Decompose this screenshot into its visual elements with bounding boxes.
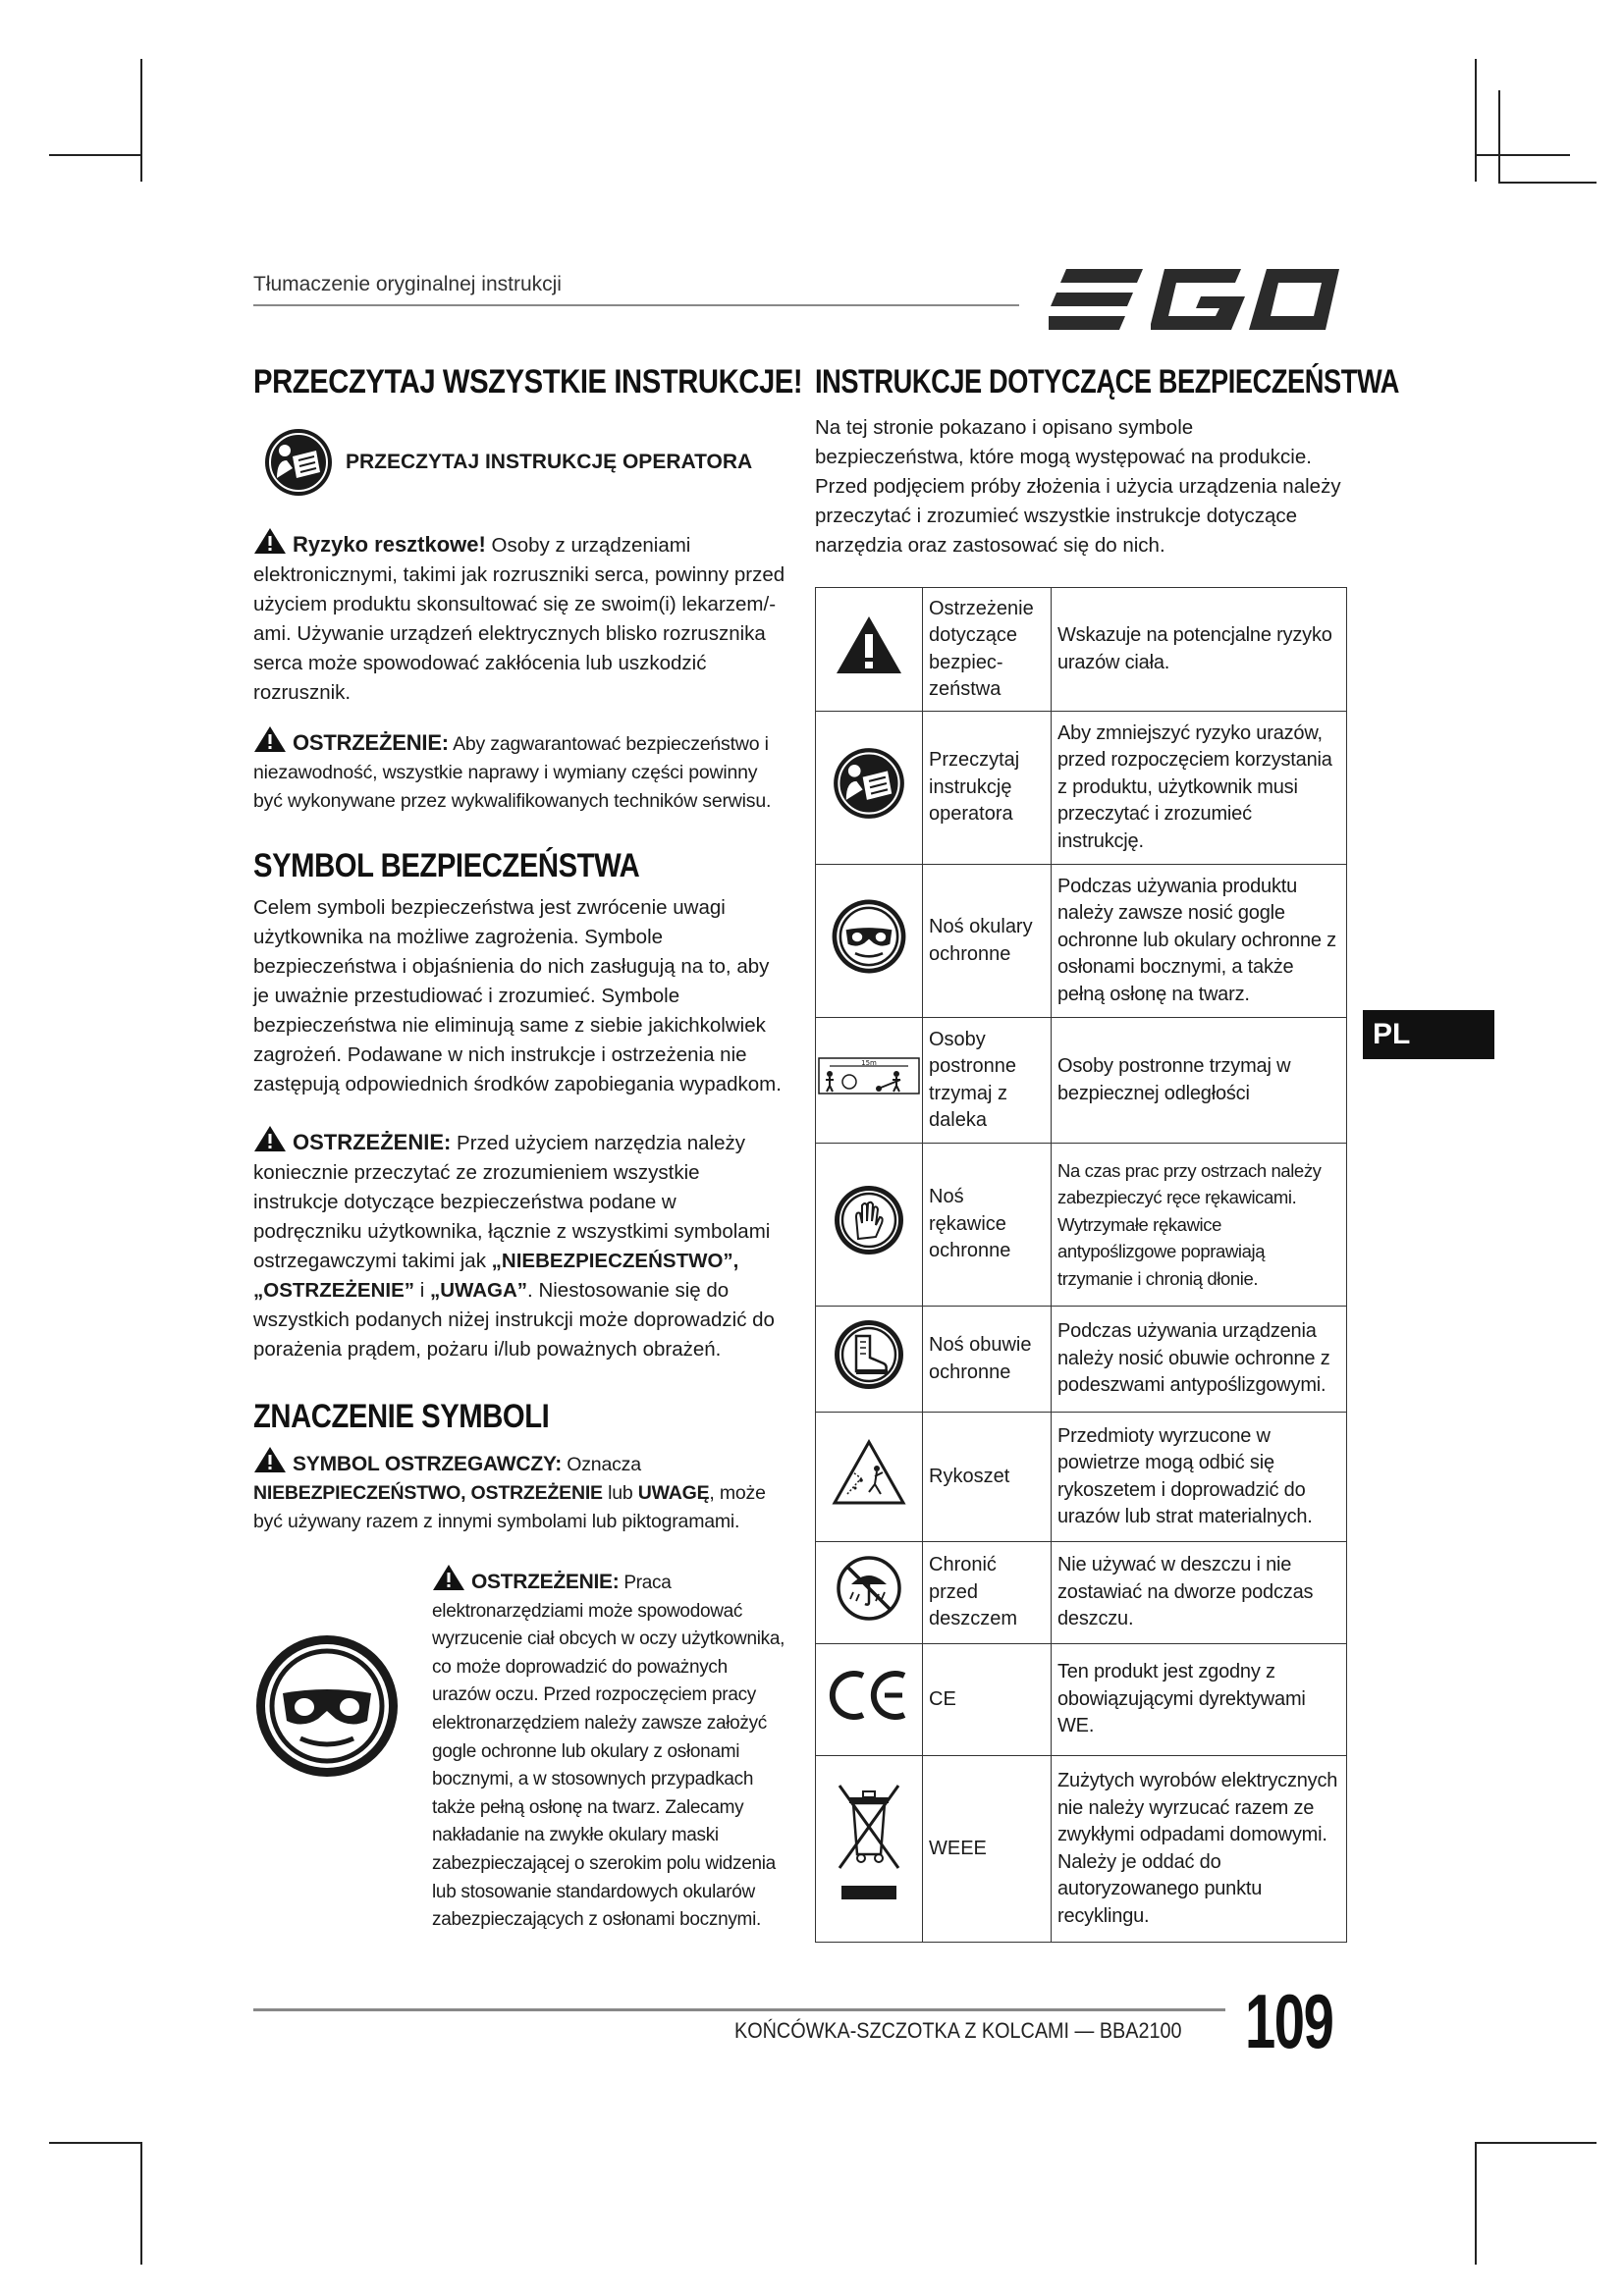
eye-warning-paragraph xyxy=(432,1564,788,1935)
warning-repairs-paragraph xyxy=(253,725,788,816)
table-row xyxy=(816,865,1347,1018)
protect-from-rain-icon xyxy=(836,1555,902,1622)
page-number: 109 xyxy=(1245,1978,1333,2064)
read-operator-label: PRZECZYTAJ INSTRUKCJĘ OPERATORA xyxy=(346,451,753,473)
crop-mark xyxy=(140,59,142,182)
left-column xyxy=(253,363,803,1935)
crop-mark xyxy=(1475,59,1477,182)
symbol-description: Na czas prac przy ostrzach należy zabezpieczyć ręce rękawicami. Wytrzymałe rękawice antypoślizgowe poprawiają trzymanie i chronią dłonie. xyxy=(1052,1144,1347,1307)
table-row xyxy=(816,712,1347,865)
warning-triangle-icon xyxy=(835,614,903,675)
crop-mark xyxy=(49,154,142,156)
symbols-table xyxy=(815,587,1347,1943)
symbol-name: Rykoszet xyxy=(923,1413,1052,1542)
weee-bin-icon xyxy=(834,1778,904,1911)
symbol-name: Przeczytaj instrukcję operatora xyxy=(923,712,1052,865)
residual-risk-paragraph xyxy=(253,527,788,708)
warning-label: OSTRZEŻENIE: xyxy=(293,730,449,755)
warning-triangle-icon xyxy=(253,1125,287,1152)
footer-rule xyxy=(253,2008,1225,2011)
warning-symbol-paragraph xyxy=(253,1446,788,1536)
safety-glasses-icon xyxy=(253,1632,401,1780)
safety-glasses-icon xyxy=(831,898,907,975)
warning-read-text: i xyxy=(414,1279,430,1302)
warning-symbol-text: , może być używany razem z innymi symbolami lub piktogramami. xyxy=(253,1482,766,1532)
table-row xyxy=(816,1413,1347,1542)
residual-risk-label: Ryzyko resztkowe! xyxy=(293,532,486,557)
symbol-description: Nie używać w deszczu i nie zostawiać na dworze podczas deszczu. xyxy=(1052,1542,1347,1644)
warning-symbol-text: lub xyxy=(602,1482,638,1504)
footer-title: KOŃCÓWKA-SZCZOTKA Z KOLCAMI — BBA2100 xyxy=(734,2018,1182,2043)
warning-label: OSTRZEŻENIE: xyxy=(293,1130,452,1154)
heading-safety-instructions: INSTRUKCJE DOTYCZĄCE BEZPIECZEŃSTWA xyxy=(815,363,1400,400)
warning-label: OSTRZEŻENIE: xyxy=(471,1571,620,1593)
crop-mark xyxy=(1475,2142,1477,2265)
warning-triangle-icon xyxy=(253,1446,287,1473)
symbol-name: Ostrzeżenie dotyczące bezpiec-zeństwa xyxy=(923,588,1052,712)
table-row xyxy=(816,1756,1347,1943)
table-row xyxy=(816,588,1347,712)
heading-read-all: PRZECZYTAJ WSZYSTKIE INSTRUKCJE! xyxy=(253,363,803,400)
safety-intro-paragraph: Na tej stronie pokazano i opisano symbole bezpieczeństwa, które mogą występować na produkcie. Przed podjęciem próby złożenia i użycia urządzenia należy przeczytać i zrozumieć wszystkie instrukcje dotyczące narzędzia oraz zastosować się do nich. xyxy=(815,416,1341,557)
language-tab: PL xyxy=(1363,1010,1494,1059)
crop-mark xyxy=(1498,182,1597,184)
symbol-description: Wskazuje na potencjalne ryzyko urazów ciała. xyxy=(1052,588,1347,712)
read-manual-icon xyxy=(263,427,334,498)
warning-symbol-label: SYMBOL OSTRZEGAWCZY: xyxy=(293,1453,563,1475)
header-rule xyxy=(253,304,1019,306)
warning-triangle-icon xyxy=(253,527,287,555)
heading-safety-symbol: SYMBOL BEZPIECZEŃSTWA xyxy=(253,847,640,884)
symbol-description: Aby zmniejszyć ryzyko urazów, przed rozpoczęciem korzystania z produktu, użytkownik musi przeczytać i zrozumieć instrukcję. xyxy=(1052,712,1347,865)
residual-risk-text: Osoby z urządzeniami elektronicznymi, takimi jak rozruszniki serca, powinny przed użyciem produktu skonsultować się ze swoim(i) lekarzem/-ami. Używanie urządzeń elektrycznych blisko rozrusznika serca może spowodować zakłócenia lub uszkodzić rozrusznik. xyxy=(253,534,785,704)
symbol-description: Ten produkt jest zgodny z obowiązującymi dyrektywami WE. xyxy=(1052,1644,1347,1756)
warning-read-text: . Niestosowanie się do wszystkich podanych niżej instrukcji może doprowadzić do porażenia prądem, pożaru i/lub poważnych obrażeń. xyxy=(253,1279,775,1361)
signal-words: „NIEBEZPIECZEŃSTWO”, „OSTRZEŻENIE” xyxy=(253,1250,739,1302)
ego-logo xyxy=(1049,265,1343,336)
warning-read-text: Przed użyciem narzędzia należy koniecznie przeczytać ze zrozumieniem wszystkie instrukcje dotyczące bezpieczeństwa podane w podręczniku użytkownika, łącznie z wszystkimi symbolami ostrzegawczymi takimi jak xyxy=(253,1132,771,1272)
symbol-name: Chronić przed deszczem xyxy=(923,1542,1052,1644)
symbol-name: Noś obuwie ochronne xyxy=(923,1307,1052,1413)
symbol-name: Noś okulary ochronne xyxy=(923,865,1052,1018)
warning-triangle-icon xyxy=(253,725,287,753)
warning-repairs-text: Aby zagwarantować bezpieczeństwo i niezawodność, wszystkie naprawy i wymiany części powinny być wykonywane przez wykwalifikowanych techników serwisu. xyxy=(253,733,772,812)
header-title: Tłumaczenie oryginalnej instrukcji xyxy=(253,273,562,295)
symbol-name: Osoby postronne trzymaj z daleka xyxy=(923,1018,1052,1144)
read-manual-icon xyxy=(832,746,906,821)
warning-triangle-icon xyxy=(432,1564,465,1591)
bystanders-distance-icon xyxy=(818,1054,920,1097)
symbol-description: Podczas używania produktu należy zawsze nosić gogle ochronne lub okulary ochronne z osłonami bocznymi, a także pełną osłonę na twarz. xyxy=(1052,865,1347,1018)
symbol-name: WEEE xyxy=(923,1756,1052,1943)
crop-mark xyxy=(49,2142,142,2144)
ce-mark-icon xyxy=(828,1668,910,1723)
symbol-name: CE xyxy=(923,1644,1052,1756)
safety-boots-icon xyxy=(833,1318,905,1391)
eye-protection-block xyxy=(253,1564,788,1935)
right-column xyxy=(815,363,1400,561)
read-operator-row xyxy=(263,427,788,498)
crop-mark xyxy=(1477,154,1570,156)
crop-mark xyxy=(1498,90,1500,184)
crop-mark xyxy=(140,2142,142,2265)
signal-word-caution: „UWAGA” xyxy=(429,1279,528,1302)
symbol-description: Osoby postronne trzymaj w bezpiecznej odległości xyxy=(1052,1018,1347,1144)
table-row xyxy=(816,1144,1347,1307)
symbol-description: Podczas używania urządzenia należy nosić obuwie ochronne z podeszwami antypoślizgowymi. xyxy=(1052,1307,1347,1413)
warning-symbol-text: Oznacza xyxy=(562,1454,641,1475)
safety-symbol-paragraph: Celem symboli bezpieczeństwa jest zwrócenie uwagi użytkownika na możliwe zagrożenia. Symbole bezpieczeństwa i objaśnienia do nich zasługują na to, aby je uważnie przestudiować i zrozumieć. Symbole bezpieczeństwa nie eliminują same z siebie jakichkolwiek zagrożeń. Podawane w nich instrukcje i ostrzeżenia nie zastępują odpowiednich środków zapobiegania wypadkom. xyxy=(253,896,782,1095)
ricochet-icon xyxy=(832,1439,906,1506)
heading-symbol-meaning: ZNACZENIE SYMBOLI xyxy=(253,1398,550,1435)
signal-words: NIEBEZPIECZEŃSTWO, OSTRZEŻENIE xyxy=(253,1482,603,1504)
table-row xyxy=(816,1644,1347,1756)
eye-warning-text: Praca elektronarzędziami może spowodować wyrzucenie ciał obcych w oczy użytkownika, co może doprowadzić do poważnych urazów oczu. Przed rozpoczęciem pracy elektronarzędziem należy zawsze założyć gogle ochronne lub okulary z osłonami bocznymi, a w stosownych przypadkach także pełną osłonę na twarz. Zalecamy nakładanie na zwykłe okulary maski zabezpieczającej o szerokim polu widzenia lub stosowanie standardowych okularów zabezpieczających z osłonami bocznymi. xyxy=(432,1573,785,1931)
table-row xyxy=(816,1542,1347,1644)
table-row xyxy=(816,1307,1347,1413)
signal-word-caution: UWAGĘ xyxy=(637,1482,710,1504)
symbol-description: Zużytych wyrobów elektrycznych nie należy wyrzucać razem ze zwykłymi odpadami domowymi. Należy je oddać do autoryzowanego punktu recyklingu. xyxy=(1052,1756,1347,1943)
svg-text:15m: 15m xyxy=(861,1059,877,1068)
crop-mark xyxy=(1477,2142,1597,2144)
table-row xyxy=(816,1018,1347,1144)
warning-read-paragraph xyxy=(253,1125,788,1364)
gloves-icon xyxy=(833,1184,905,1256)
symbol-name: Noś rękawice ochronne xyxy=(923,1144,1052,1307)
symbol-description: Przedmioty wyrzucone w powietrze mogą odbić się rykoszetem i doprowadzić do urazów lub strat materialnych. xyxy=(1052,1413,1347,1542)
